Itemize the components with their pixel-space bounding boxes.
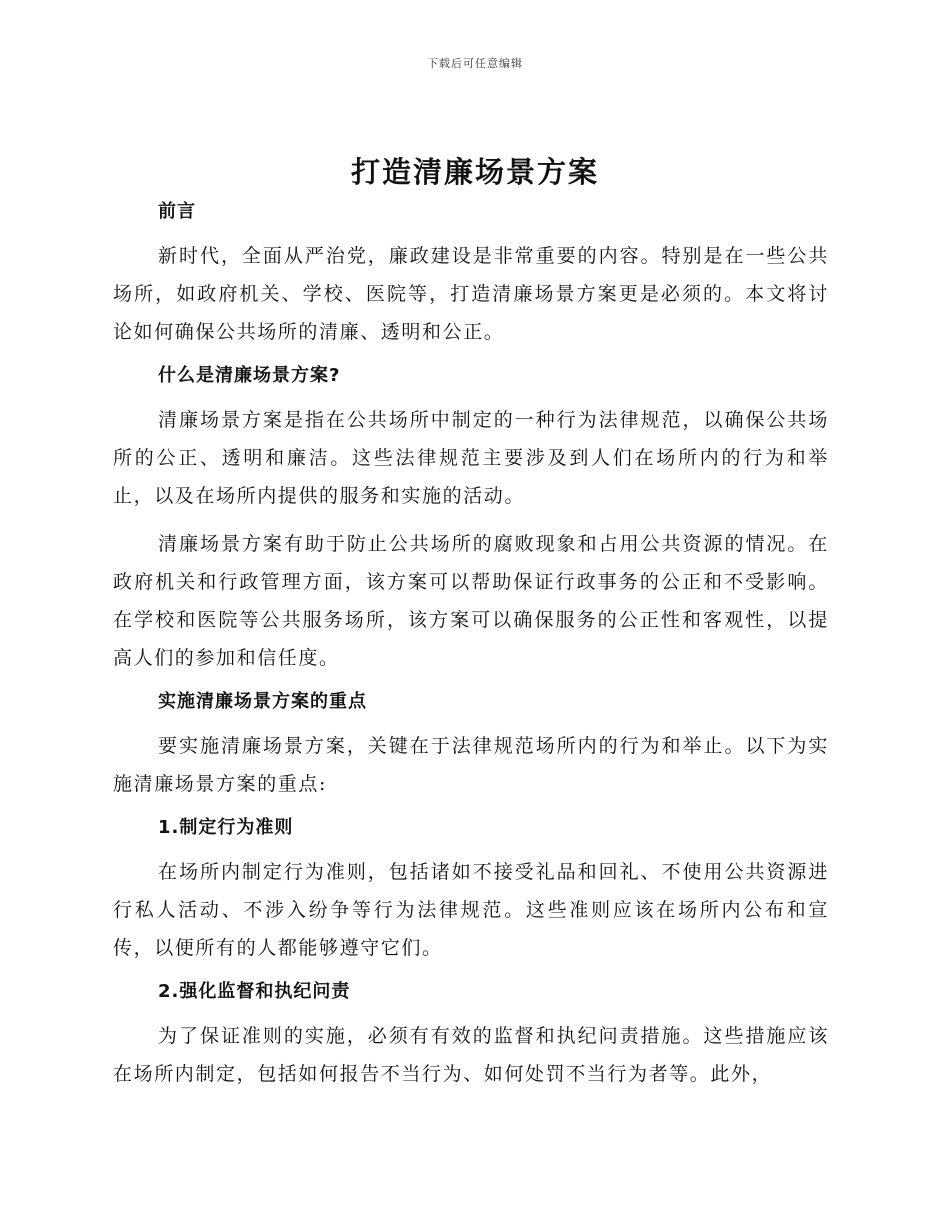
paragraph-definition: 清廉场景方案是指在公共场所中制定的一种行为法律规范，以确保公共场所的公正、透明和廉洁。这些法律规范主要涉及到人们在场所内的行为和举止，以及在场所内提供的服务和实施的活动。 — [113, 409, 829, 507]
paragraph-intro: 新时代，全面从严治党，廉政建设是非常重要的内容。特别是在一些公共场所，如政府机关、学校、医院等，打造清廉场景方案更是必须的。本文将讨论如何确保公共场所的清廉、透明和公正。 — [113, 245, 829, 343]
section-heading-preface: 前言 — [158, 201, 196, 222]
section-heading-what-is: 什么是清廉场景方案? — [158, 365, 341, 386]
paragraph-benefits: 清廉场景方案有助于防止公共场所的腐败现象和占用公共资源的情况。在政府机关和行政管理方面，该方案可以帮助保证行政事务的公正和不受影响。在学校和医院等公共服务场所，该方案可以确保服务的公正性和客观性，以提高人们的参加和信任度。 — [113, 533, 829, 669]
document-title: 打造清廉场景方案 — [350, 155, 599, 189]
paragraph-supervision: 为了保证准则的实施，必须有有效的监督和执纪问责措施。这些措施应该在场所内制定，包括如何报告不当行为、如何处罚不当行为者等。此外， — [113, 1025, 829, 1085]
paragraph-key-points-intro: 要实施清廉场景方案，关键在于法律规范场所内的行为和举止。以下为实施清廉场景方案的重点: — [113, 735, 829, 795]
section-heading-key-points: 实施清廉场景方案的重点 — [158, 691, 367, 712]
page-header-note: 下载后可任意编辑 — [427, 57, 523, 70]
document-body — [113, 197, 829, 1103]
paragraph-code-of-conduct: 在场所内制定行为准则，包括诸如不接受礼品和回礼、不使用公共资源进行私人活动、不涉入纷争等行为法律规范。这些准则应该在场所内公布和宣传，以便所有的人都能够遵守它们。 — [113, 861, 829, 959]
section-heading-supervision: 2.强化监督和执纪问责 — [158, 981, 351, 1002]
section-heading-code-of-conduct: 1.制定行为准则 — [158, 817, 294, 838]
